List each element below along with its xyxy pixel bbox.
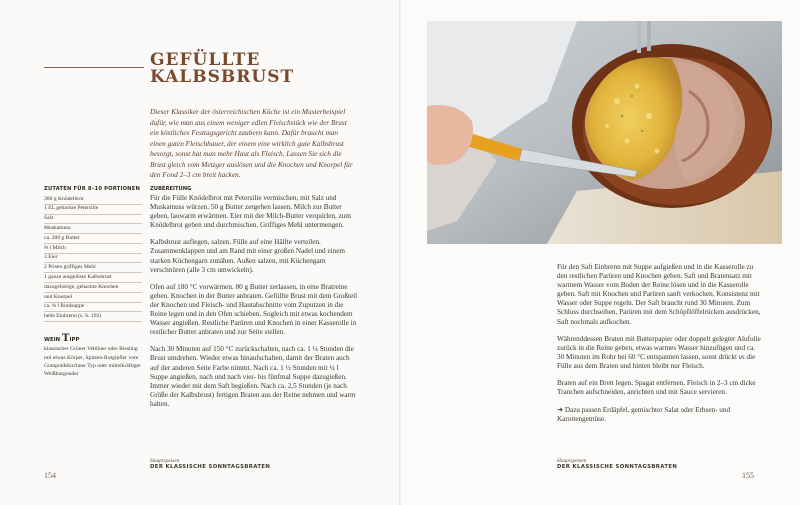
arrow-icon: ➜ — [557, 405, 564, 415]
page-number: 154 — [44, 471, 56, 480]
book-gutter — [399, 0, 401, 505]
footer-chapter-title: DER KLASSISCHE SONNTAGSBRATEN — [150, 464, 271, 470]
preparation-column — [150, 186, 358, 417]
footer-section-label: Hauptspeisen — [150, 458, 180, 464]
ingredient-item: Muskatnuss — [44, 224, 142, 234]
right-page-number — [742, 465, 754, 483]
ingredient-item: Salz — [44, 215, 142, 225]
wine-heading-word: WEIN — [44, 337, 61, 344]
photo-illustration — [427, 21, 782, 244]
preparation-paragraph: Nach 30 Minuten auf 150 °C zurückschalten, nach ca. 1 ¼ Stunden die Brust umdrehen. Wieder etwas hinaufschalten, damit der Braten auch auf der anderen Seite Farbe nimmt. Nach ca. 1 ½ Stunden mit ¼ l Suppe angießen, nach und nach vier- bis fünfmal Suppe dazugießen. Immer wieder mit dem Saft begießen. Nach ca. 2,5 Stunden (je nach Größe der Kalbsbrust) fertigen Braten aus der Reine nehmen und warm halten. — [150, 345, 356, 408]
ingredient-item: helle Einbrenn (s. S. 192) — [44, 312, 142, 322]
ingredient-item: und Knorpel — [44, 293, 142, 303]
ingredient-item: 2 Prisen griffiges Mehl — [44, 263, 142, 273]
recipe-title — [150, 52, 380, 86]
footer-section-label: Hauptspeisen — [557, 458, 587, 464]
right-text-column — [557, 263, 762, 432]
ingredients-heading: ZUTATEN FÜR 8–10 PORTIONEN — [44, 186, 141, 192]
left-footer-section — [150, 458, 270, 470]
ingredient-item: ca. ⅜ l Rindsuppe — [44, 303, 142, 313]
ingredient-item: 3 Eier — [44, 254, 142, 264]
serving-tip-text: Dazu passen Erdäpfel, gemischter Salat oder Erbsen- und Karottengemüse. — [557, 406, 731, 424]
wine-heading-initial: T — [62, 333, 70, 345]
ingredient-item: 1 EL gehackte Petersilie — [44, 205, 142, 215]
preparation-paragraph: Braten auf ein Brett legen, Spagat entfernen. Fleisch in 2–3 cm dicke Tranchen aufschneiden, anrichten und mit Sauce servieren. — [557, 379, 756, 397]
left-page-number — [44, 465, 56, 483]
preparation-paragraph: Für die Fülle Knödelbrot mit Petersilie vermischen, mit Salz und Muskatnuss würzen. 50 g Butter zergehen lassen, Milch zur Butter geben, lauwarm erwärmen. Eier mit der Milch-Butter verquirlen, zum Knödelbrot geben und durchmischen. Griffiges Mehl untermengen. — [150, 194, 351, 230]
wine-heading-rest: IPP — [69, 337, 80, 344]
ingredients-list — [44, 195, 142, 322]
serving-tip — [557, 405, 762, 424]
preparation-heading: ZUBEREITUNG — [150, 186, 192, 192]
intro-text: Dieser Klassiker der österreichischen Küche ist ein Musterbeispiel dafür, wie man aus einem weniger edlen Fleischstück wie der Brust ein köstliches Festtagsgericht zaubern kann. Dafür braucht man einen guten Fleischhauer, der einem eine wirklich gute Kalbsbrust besorgt, sonst hat man mehr Haut als Fleisch. Lassen Sie sich die Brust gleich vom Metzger auslösen und die Knochen und Knorpel für den Fond 2–3 cm breit hacken. — [150, 107, 353, 179]
ingredient-item: ⅜ l Milch — [44, 244, 142, 254]
wine-tip-text: klassischer Grüner Veltliner oder Riesling mit etwas Körper, Spitzen-Rotgipfler vom Gumpoldskirchner Typ oder mittelkräftiger Weißburgunder — [44, 346, 141, 378]
preparation-paragraph: Ofen auf 180 °C vorwärmen. 80 g Butter zerlassen, in eine Bratreine geben. Knochen in der Butter anbraten. Gefüllte Brust mit dem Großteil der Knochen und Fleisch- und Hautabschnitte vom Zuputzen in die Reine legen und in den Ofen schieben. Sogleich mit etwas kochendem Wasser angießen. Restliche Parüren und Knochen in einer Kasserolle in restlicher Butter anbraten und zur Seite stellen. — [150, 282, 358, 337]
page-number: 155 — [742, 471, 754, 480]
title-rule — [44, 67, 144, 68]
preparation-paragraph: Für den Saft Einbrenn mit Suppe aufgießen und in die Kasserolle zu den restlichen Parüren und Knochen geben. Saft und Bratensatz mit warmem Wasser vom Boden der Reine lösen und in die Kasserolle geben. Saft mit Knochen und Parüren sanft verkochen. Konsistenz mit Wasser oder Suppe regeln. Der Saft braucht rund 30 Minuten. Zum Schluss durchseihen, Parüren mit dem Schöpflöffelrücken ausdrücken, Saft nochmals aufkochen. — [557, 263, 761, 326]
ingredient-item: 1 ganze ausgelöste Kalbsbrust — [44, 273, 142, 283]
wine-tip-heading — [44, 333, 142, 344]
preparation-paragraph: Kalbsbrust auflegen, salzen. Fülle auf eine Hälfte verteilen. Zusammenklappen und am Rand mit einer großen Nadel und einem starken Küchengarn zunähen. Außen salzen, mit Küchengarn verschnüren (alle 3 cm umwickeln). — [150, 238, 346, 274]
preparation-paragraph: Währenddessen Braten mit Butterpapier oder doppelt gelegter Alufolie zurück in die Reine geben, etwas warmes Wasser hinzufügen und ca. 30 Minuten im Rohr bei 60 °C entspannen lassen, sonst drückt es die Fülle aus dem Braten und hinten bleibt nur Fleisch. — [557, 334, 761, 370]
ingredient-item: dazugehörige, gehackte Knochen — [44, 283, 142, 293]
ingredient-item: ca. 200 g Butter — [44, 234, 142, 244]
title-line-1: GEFÜLLTE — [150, 50, 261, 70]
title-line-2: KALBSBRUST — [150, 67, 295, 87]
ingredients-sidebar — [44, 186, 142, 379]
footer-chapter-title: DER KLASSISCHE SONNTAGSBRATEN — [557, 464, 678, 470]
right-footer-section — [557, 458, 677, 470]
stuffed-veal-breast-photo — [427, 21, 782, 244]
ingredient-item: 300 g Knödelbrot — [44, 195, 142, 205]
